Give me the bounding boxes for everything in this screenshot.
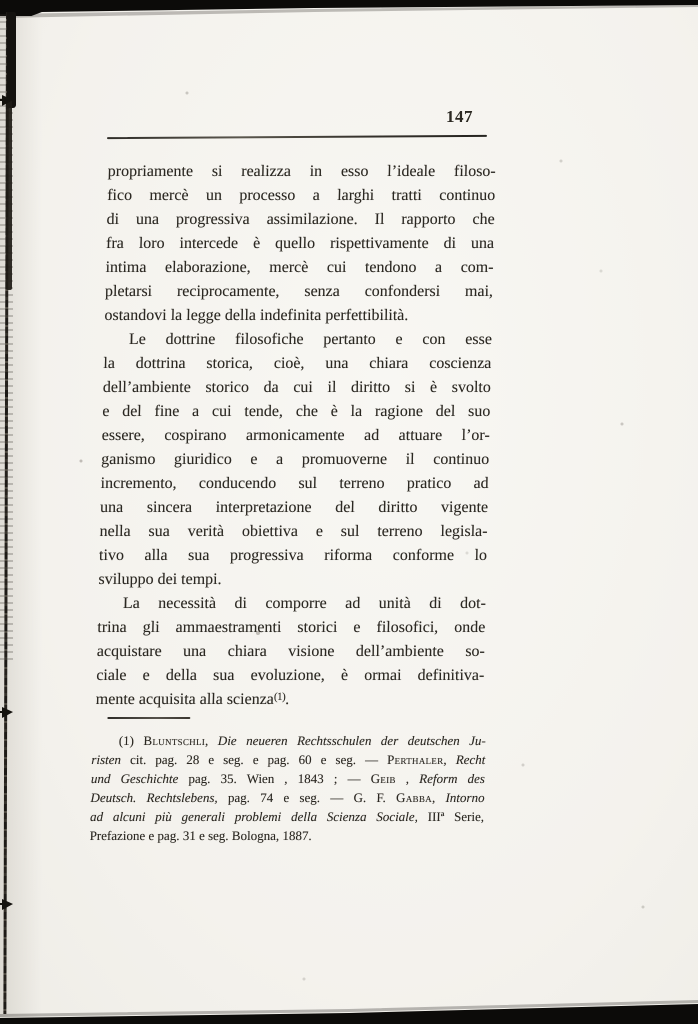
text-area: [89, 160, 504, 845]
text-line: und Geschichte pag. 35. Wien , 1843 ; — Geib , Reform des: [90, 771, 486, 786]
text-line: fico mercè un processo a larghi tratti continuo: [107, 187, 496, 204]
text-line: mente acquisita alla scienza$^{(1)}$.: [95, 691, 290, 708]
text-line: Prefazione e pag. 31 e seg. Bologna, 1887.: [89, 828, 312, 843]
text-line: dell’ambiente storico da cui il diritto si è svolto: [102, 379, 492, 396]
text-line: nella sua verità obiettiva e sul terreno legisla-: [99, 523, 488, 540]
text-line: essere, cospirano armonicamente ad attuare l’or-: [101, 427, 490, 444]
body-text: [95, 160, 496, 712]
scan-specks: [0, 0, 2, 2]
margin-mark-tail: [0, 711, 6, 713]
text-line: di una progressiva assimilazione. Il rapporto che: [106, 211, 495, 228]
footnote-separator-rule: [107, 717, 190, 719]
text-line: (1) Bluntschli, Die neueren Rechtsschulen der deutschen Ju-: [118, 733, 486, 748]
margin-mark-tail: [0, 99, 6, 101]
binding-shadow-mid: [6, 100, 12, 290]
text-line: Le dottrine filosofiche pertanto e con esse: [128, 331, 493, 348]
footnote-text: [89, 731, 486, 845]
text-line: incremento, conducendo sul terreno pratico ad: [100, 475, 489, 492]
text-line: risten cit. pag. 28 e seg. e pag. 60 e seg. — Perthaler, Recht: [91, 752, 486, 767]
text-line: tivo alla sua progressiva riforma conforme lo: [98, 547, 488, 564]
text-line: Deutsch. Rechtslebens, pag. 74 e seg. — G. F. Gabba, Intorno: [90, 790, 485, 805]
text-line: intima elaborazione, mercè cui tendono a com-: [105, 259, 494, 276]
text-line: propriamente si realizza in esso l’ideale filoso-: [107, 163, 496, 180]
footnote-reference: (1): [273, 691, 286, 703]
text-line: fra loro intercede è quello rispettivamente di una: [105, 235, 495, 252]
text-line: e del fine a cui tende, che è la ragione del suo: [102, 403, 491, 420]
text-line: sviluppo dei tempi.: [98, 571, 222, 588]
text-line: ad alcuni più generali problemi della Scienza Sociale, IIIª Serie,: [89, 809, 485, 824]
binding-shadow-thick: [7, 12, 16, 108]
text-line: ostandovi la legge della indefinita perfettibilità.: [104, 307, 409, 324]
page-number: 147: [446, 107, 473, 126]
text-line: ganismo giuridico e a promuoverne il continuo: [101, 451, 490, 468]
text-line: la dottrina storica, cioè, una chiara coscienza: [103, 355, 492, 372]
text-line: pletarsi reciprocamente, senza confondersi mai,: [104, 283, 494, 300]
header-rule: [107, 135, 487, 140]
text-line: La necessità di comporre ad unità di dot-: [122, 595, 487, 612]
text-line: una sincera interpretazione del diritto vigente: [99, 499, 489, 516]
text-line: acquistare una chiara visione dell’ambiente so-: [96, 643, 486, 660]
text-line: trina gli ammaestramenti storici e filosofici, onde: [97, 619, 486, 636]
margin-mark-tail: [0, 903, 6, 905]
text-line: ciale e della sua evoluzione, è ormai definitiva-: [96, 667, 485, 684]
